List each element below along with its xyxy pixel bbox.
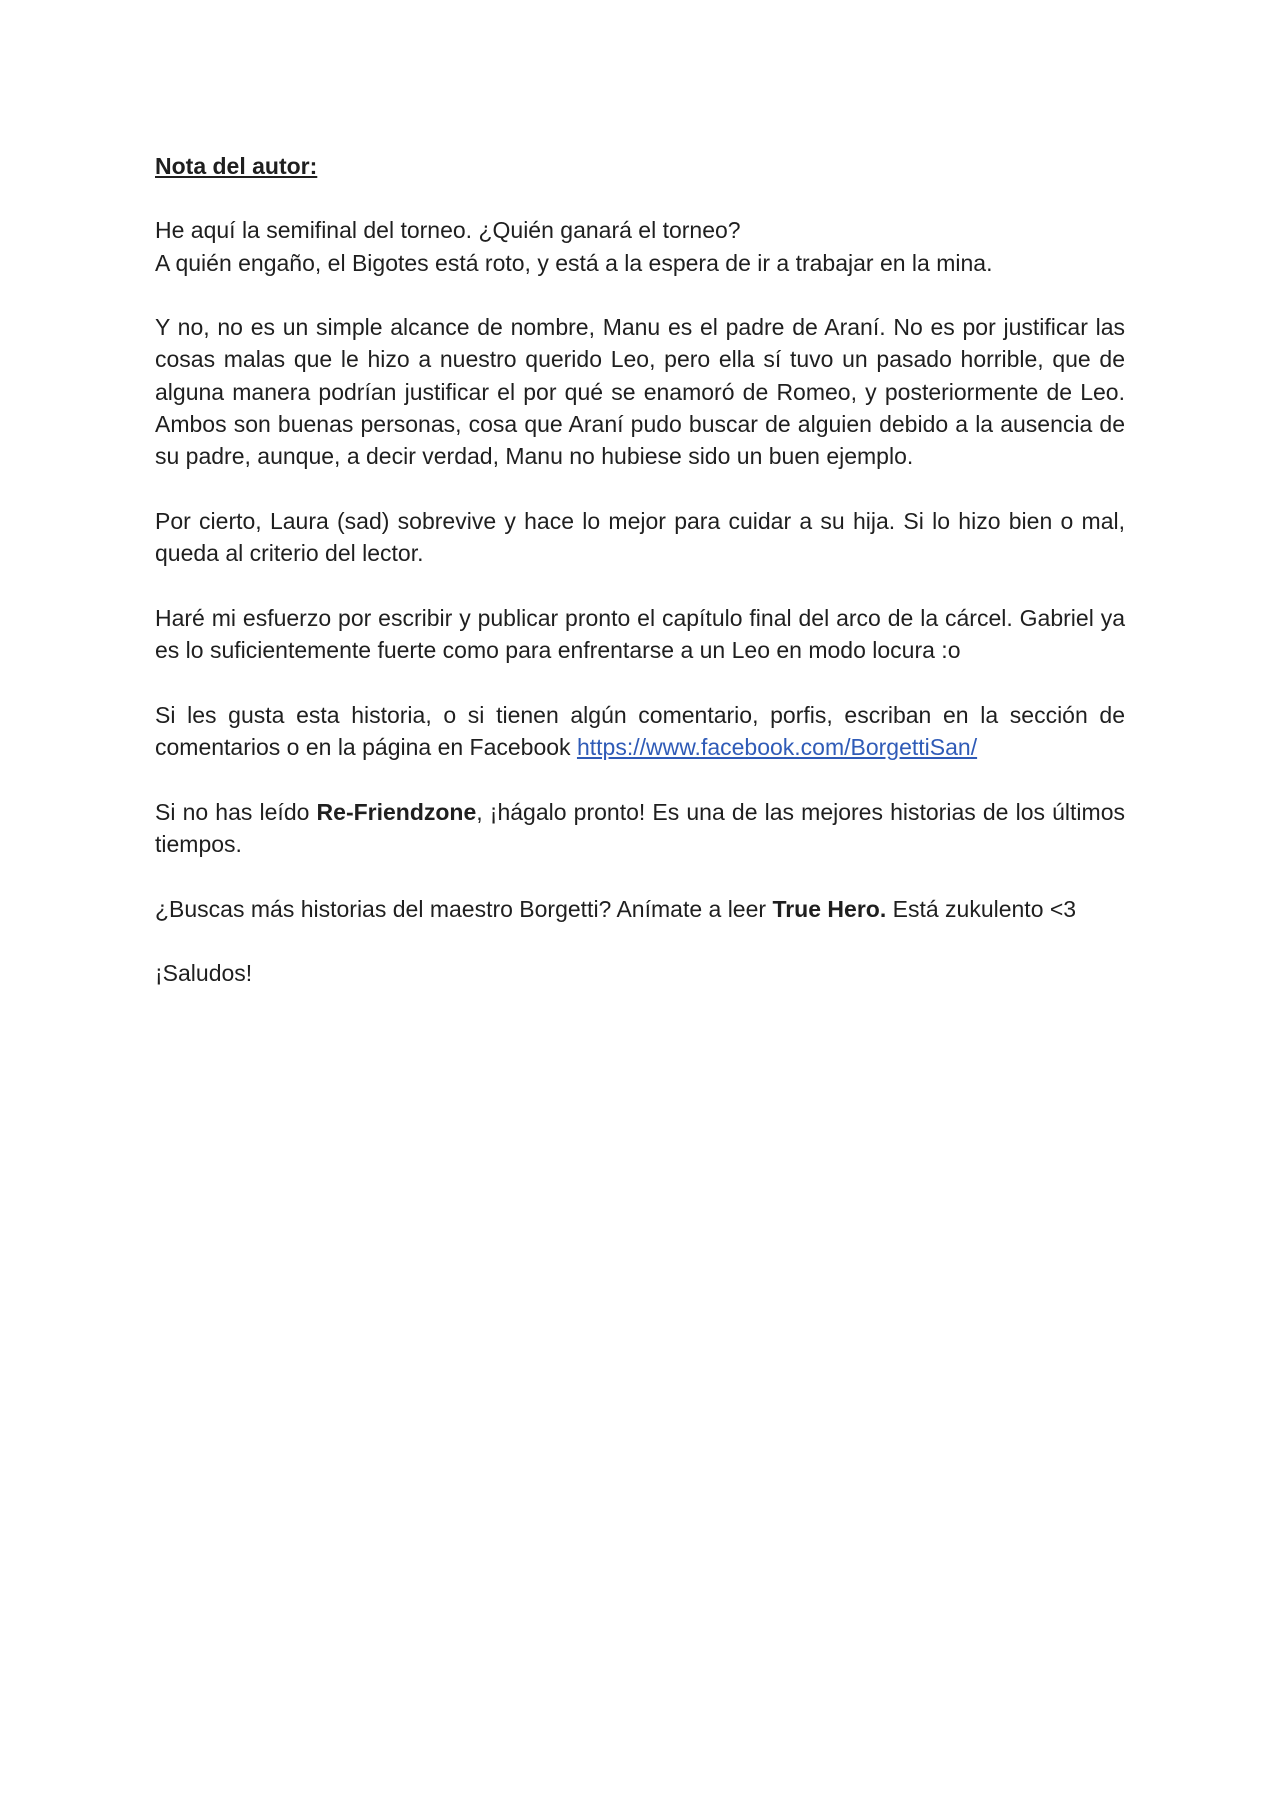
facebook-link[interactable]: https://www.facebook.com/BorgettiSan/: [576, 734, 978, 761]
refriendzone-title: Re-Friendzone: [316, 798, 477, 825]
true-hero-title: True Hero.: [772, 895, 887, 922]
paragraph-true-hero: [155, 893, 1125, 925]
intro-line-1: He aquí la semifinal del torneo. ¿Quién ganará el torneo?: [155, 217, 741, 244]
refriendzone-post: , ¡hágalo pronto! Es una de las mejores historias de los últimos tiempos.: [155, 798, 1125, 857]
document-page: [155, 150, 1125, 1022]
paragraph-next-chapter: Haré mi esfuerzo por escribir y publicar pronto el capítulo final del arco de la cárcel. Gabriel ya es lo suficientemente fuerte como para enfrentarse a un Leo en modo locura :o: [155, 604, 1125, 664]
note-heading: Nota del autor:: [155, 153, 318, 179]
intro-line-2: A quién engaño, el Bigotes está roto, y está a la espera de ir a trabajar en la mina.: [155, 249, 993, 276]
paragraph-comments: [155, 699, 1125, 764]
paragraph-manu: Y no, no es un simple alcance de nombre, Manu es el padre de Araní. No es por justificar las cosas malas que le hizo a nuestro querido Leo, pero ella sí tuvo un pasado horrible, que de alguna manera podrían justificar el por qué se enamoró de Romeo, y posteriormente de Leo. Ambos son buenas personas, cosa que Araní pudo buscar de alguien debido a la ausencia de su padre, aunque, a decir verdad, Manu no hubiese sido un buen ejemplo.: [155, 314, 1125, 470]
closing-greeting: ¡Saludos!: [155, 960, 253, 987]
paragraph-refriendzone: [155, 796, 1125, 861]
paragraph-laura: Por cierto, Laura (sad) sobrevive y hace lo mejor para cuidar a su hija. Si lo hizo bien o mal, queda al criterio del lector.: [155, 507, 1125, 567]
refriendzone-pre: Si no has leído: [155, 798, 317, 825]
true-hero-pre: ¿Buscas más historias del maestro Borgetti? Anímate a leer: [155, 895, 773, 922]
paragraph-intro: [155, 214, 1125, 279]
comments-text: Si les gusta esta historia, o si tienen algún comentario, porfis, escriban en la sección de comentarios o en la página en Facebook: [155, 701, 1125, 761]
true-hero-post: Está zukulento <3: [886, 895, 1077, 922]
